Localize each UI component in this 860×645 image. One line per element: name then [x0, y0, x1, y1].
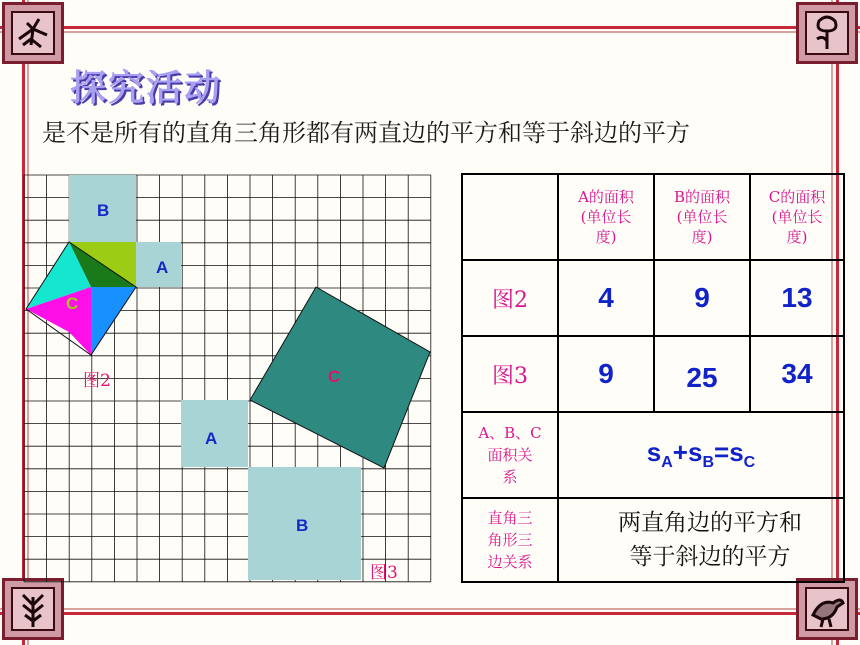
fig3-label-b: B	[296, 516, 309, 535]
relation-label: A、B、C 面积关 系	[462, 412, 558, 498]
fig3-label-c: C	[328, 367, 341, 386]
row-label-fig2: 图2	[462, 260, 558, 336]
table-row	[462, 412, 844, 498]
table-corner-cell	[462, 174, 558, 260]
table-row	[462, 260, 844, 336]
fig2-b-value: 9	[654, 260, 750, 336]
slide-title: 探究活动	[70, 68, 223, 109]
area-relation-table	[461, 173, 845, 583]
area-formula: $s_A+s_B=s_C$	[558, 412, 844, 498]
table-row	[462, 498, 844, 582]
row-label-fig3: 图3	[462, 336, 558, 412]
fig2-label-a: A	[156, 258, 169, 277]
fig3-a-value: 9	[558, 336, 654, 412]
conclusion-text: 两直角边的平方和 等于斜边的平方	[558, 498, 844, 582]
fig3-b-value: 25	[654, 336, 750, 412]
fig2-label-b: B	[97, 201, 110, 220]
fig3-caption: 图3	[370, 563, 398, 583]
fig3-label-a: A	[205, 429, 218, 448]
header-c-area: C的面积 (单位长 度)	[750, 174, 844, 260]
slide-question: 是不是所有的直角三角形都有两直边的平方和等于斜边的平方	[42, 119, 690, 147]
header-b-area: B的面积 (单位长 度)	[654, 174, 750, 260]
fig2-caption: 图2	[83, 371, 111, 391]
conclusion-label: 直角三 角形三 边关系	[462, 498, 558, 582]
fig3-c-value: 34	[750, 336, 844, 412]
header-a-area: A的面积 (单位长 度)	[558, 174, 654, 260]
fig2-a-value: 4	[558, 260, 654, 336]
fig2-label-c: C	[66, 294, 79, 313]
fig2-c-value: 13	[750, 260, 844, 336]
table-row	[462, 336, 844, 412]
